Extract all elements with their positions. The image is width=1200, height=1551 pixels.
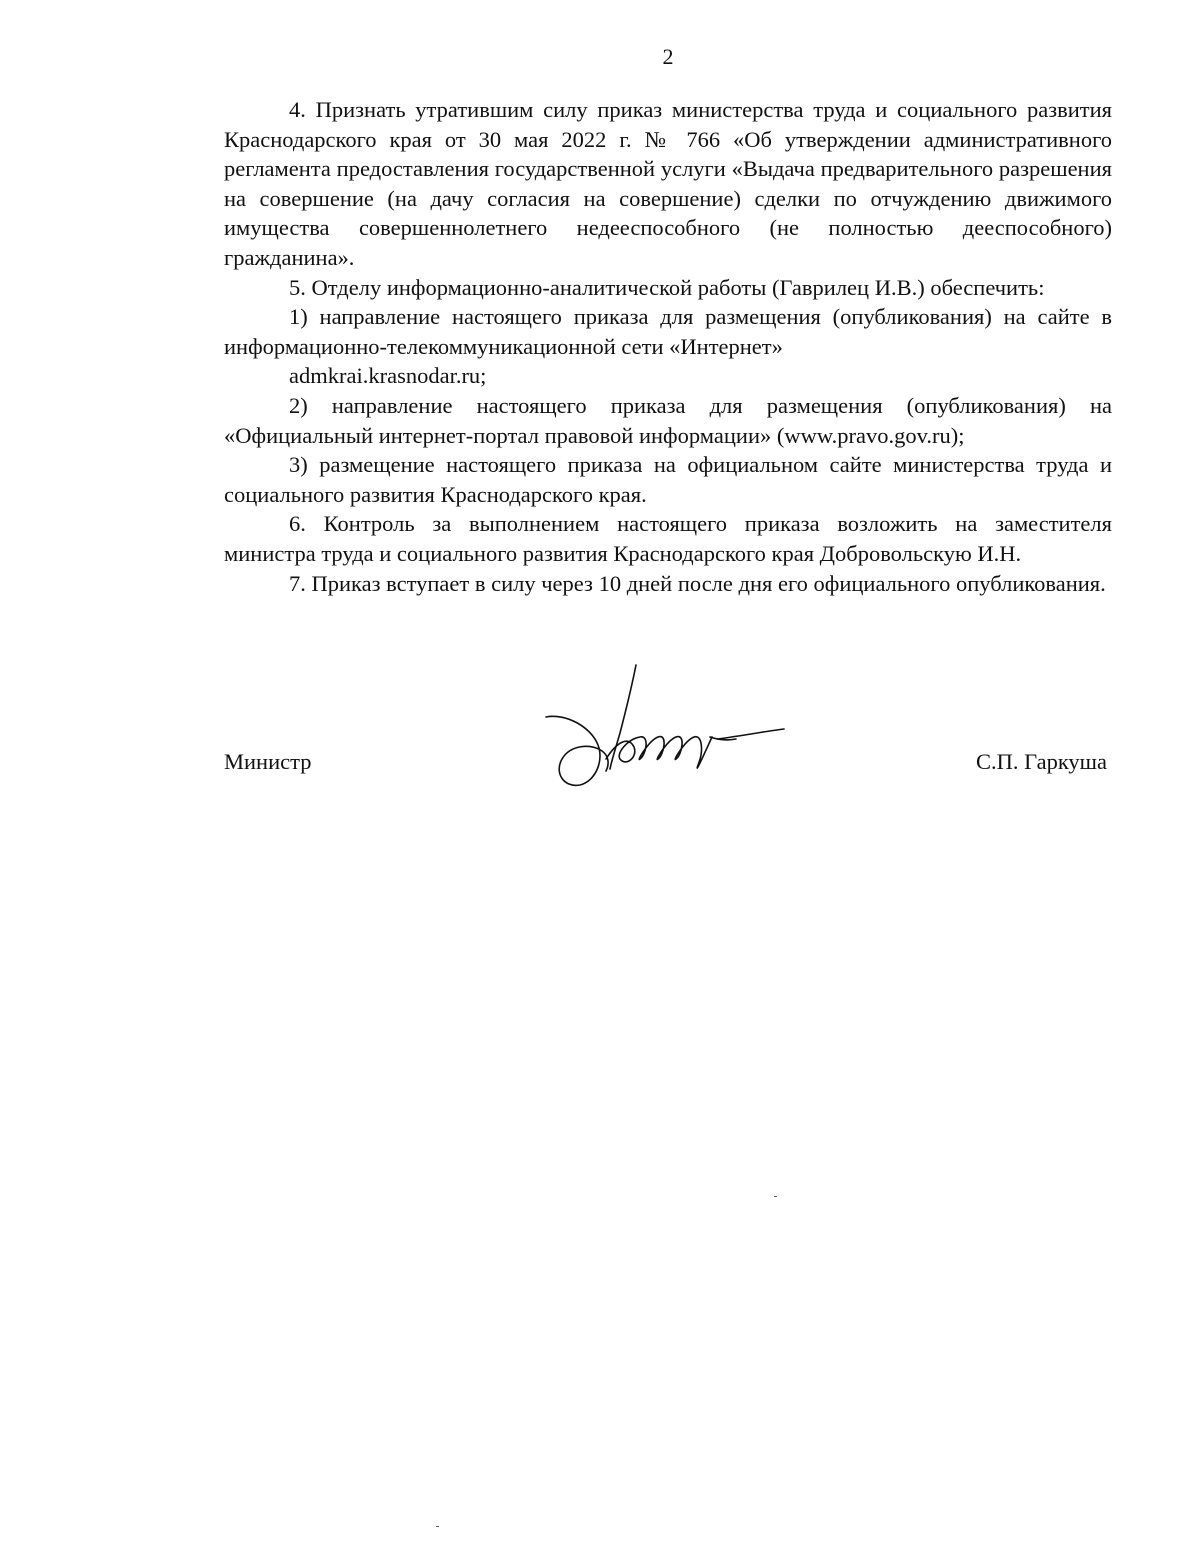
paragraph-4: 4. Признать утратившим силу приказ министерства труда и социального развития Краснодарского края от 30 мая 2022 г. № 766 «Об утверждении административного регламента предоставления государственной услуги «Выдача предварительного разрешения на совершение (на дачу согласия на совершение) сделки по отчуждению движимого имущества совершеннолетнего недееспособного (не полностью дееспособного) гражданина». [224, 97, 1112, 270]
paragraph-6: 6. Контроль за выполнением настоящего приказа возложить на заместителя министра труда и социального развития Краснодарского края Добровольскую И.Н. [224, 511, 1112, 566]
scan-speck [774, 1196, 777, 1197]
paragraph-5: 5. Отделу информационно-аналитической работы (Гаврилец И.В.) обеспечить: [289, 274, 1045, 300]
paragraph-5-item-1-url: admkrai.krasnodar.ru; [289, 363, 487, 389]
document-body [224, 95, 1112, 598]
handwritten-signature [536, 655, 786, 795]
signer-name: С.П. Гаркуша [976, 749, 1107, 774]
scan-speck [436, 1526, 439, 1527]
paragraph-5-item-1: 1) направление настоящего приказа для размещения (опубликования) на сайте в информационно-телекоммуникационной сети «Интернет» [224, 304, 1112, 359]
paragraph-5-item-2: 2) направление настоящего приказа для размещения (опубликования) на «Официальный интернет-портал правовой информации» (www.pravo.gov.ru); [224, 392, 1112, 448]
paragraph-5-item-3: 3) размещение настоящего приказа на официальном сайте министерства труда и социального развития Краснодарского края. [224, 452, 1112, 507]
page-number: 2 [662, 44, 674, 69]
signer-title: Министр [224, 749, 312, 774]
paragraph-7: 7. Приказ вступает в силу через 10 дней после дня его официального опубликования. [289, 570, 1106, 596]
